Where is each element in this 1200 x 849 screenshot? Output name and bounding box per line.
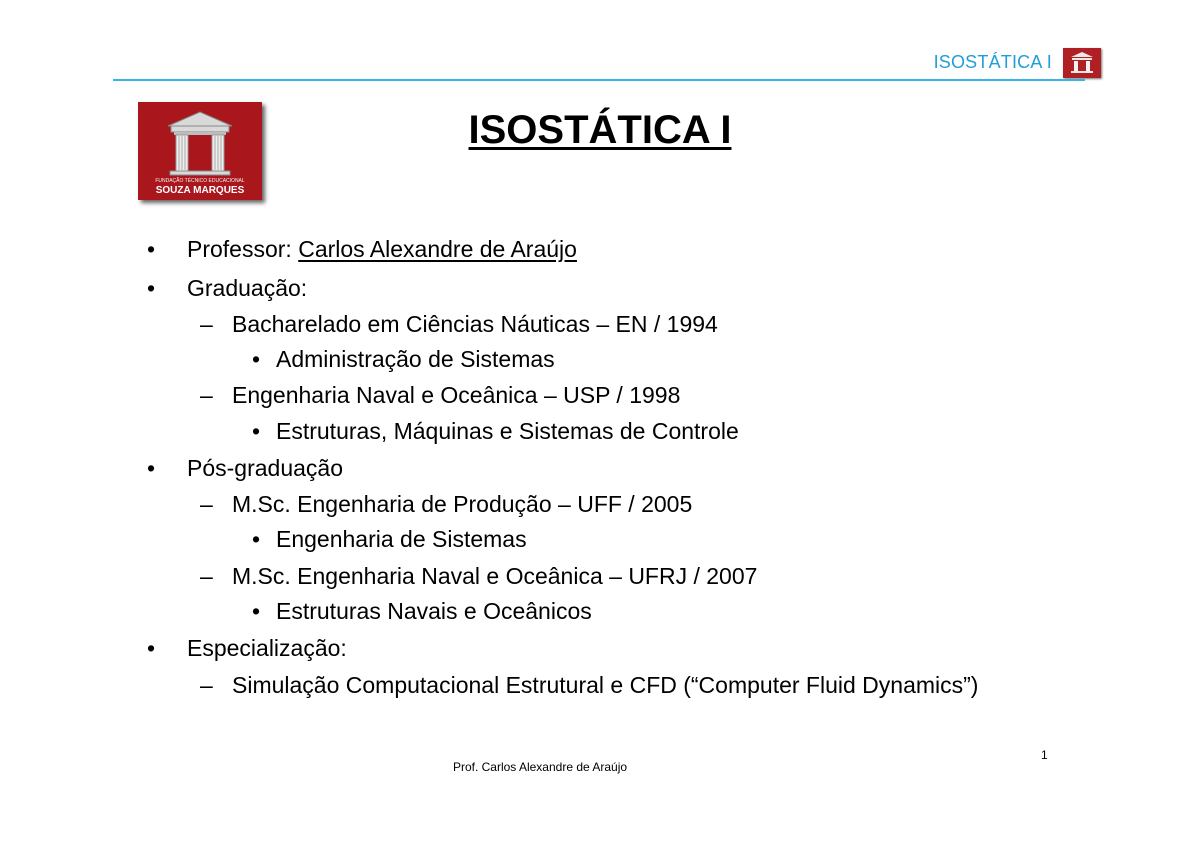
outline-item-text: Graduação: [187, 275, 308, 301]
outline-item [232, 563, 757, 590]
outline-item-text: Simulação Computacional Estrutural e CFD (“Computer Fluid Dynamics”) [232, 672, 979, 698]
outline-item-text: Estruturas, Máquinas e Sistemas de Controle [276, 418, 739, 444]
page-number: 1 [1041, 748, 1048, 762]
header-title: ISOSTÁTICA I [933, 52, 1052, 72]
logo-line1: FUNDAÇÃO TÉCNICO EDUCACIONAL [155, 178, 245, 184]
outline-item [276, 346, 555, 373]
outline-item-text: Especialização: [187, 635, 347, 661]
outline-item-text: Bacharelado em Ciências Náuticas – EN / 1994 [232, 311, 718, 337]
institution-logo [138, 102, 262, 200]
outline-marker: • [252, 526, 261, 552]
outline-item [232, 672, 978, 699]
outline-marker: • [147, 275, 156, 301]
outline-item-text: M.Sc. Engenharia Naval e Oceânica – UFRJ / 2007 [232, 563, 758, 589]
outline-item [187, 455, 343, 482]
outline-item-text: Engenharia de Sistemas [276, 526, 527, 552]
outline-item [187, 635, 347, 662]
outline-marker: • [252, 598, 261, 624]
outline-marker: • [147, 635, 156, 661]
outline-item-text: Carlos Alexandre de Araújo [298, 236, 577, 262]
outline-marker: • [252, 418, 261, 444]
outline-item-text: Estruturas Navais e Oceânicos [276, 598, 592, 624]
outline-marker: – [200, 563, 213, 589]
outline-item [187, 236, 577, 263]
outline-marker: – [200, 382, 213, 408]
outline-marker: – [200, 672, 213, 698]
footer-author: Prof. Carlos Alexandre de Araújo [452, 760, 628, 774]
temple-columns-icon [1063, 48, 1101, 78]
header-logo [1063, 48, 1101, 78]
outline-marker: • [252, 346, 261, 372]
header-divider [113, 79, 1085, 81]
outline-item [187, 275, 307, 302]
outline-item-text: Engenharia Naval e Oceânica – USP / 1998 [232, 382, 681, 408]
outline-item [232, 491, 692, 518]
outline-item [276, 598, 592, 625]
outline-item-prefix: Professor: [187, 236, 299, 262]
outline-item-text: Pós-graduação [187, 455, 343, 481]
outline-item [276, 526, 527, 553]
outline-marker: • [147, 455, 156, 481]
outline-item [232, 382, 680, 409]
temple-columns-icon [138, 102, 262, 200]
outline-item [276, 418, 739, 445]
outline-marker: • [147, 236, 156, 262]
outline-item-text: Administração de Sistemas [276, 346, 555, 372]
logo-line2: SOUZA MARQUES [155, 185, 245, 196]
outline-item-text: M.Sc. Engenharia de Produção – UFF / 2005 [232, 491, 693, 517]
outline-marker: – [200, 311, 213, 337]
outline-item [232, 311, 718, 338]
outline-marker: – [200, 491, 213, 517]
slide-title: ISOSTÁTICA I [468, 108, 732, 152]
